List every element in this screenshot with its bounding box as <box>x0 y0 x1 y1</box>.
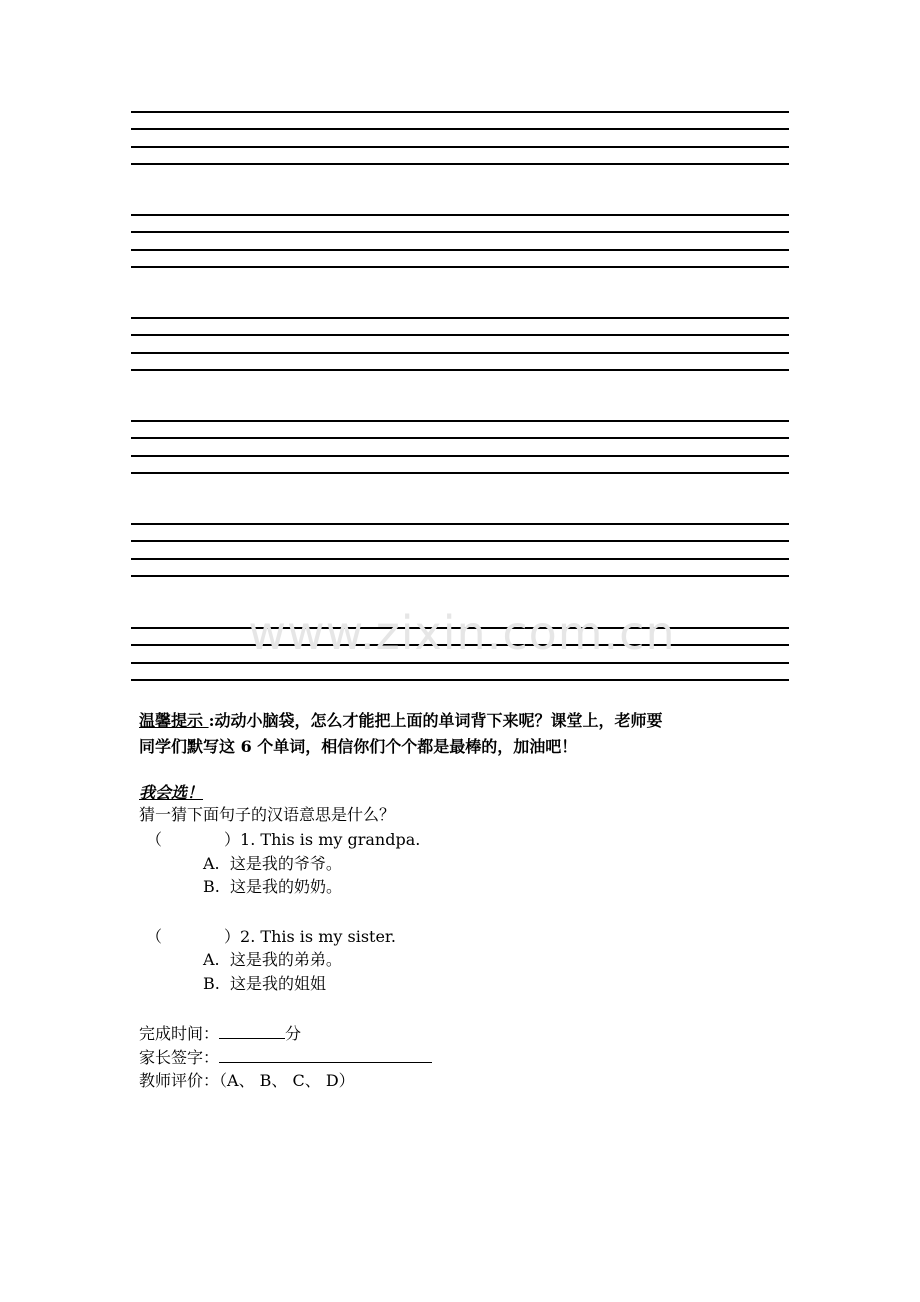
teacher-label: 教师评价： <box>139 1071 220 1090</box>
question-2 <box>146 926 396 948</box>
answer-close-paren: ） <box>224 830 241 849</box>
option-a[interactable] <box>203 949 342 971</box>
answer-close-paren: ） <box>224 927 241 946</box>
option-text: 这是我的奶奶。 <box>230 877 343 896</box>
tip-line-2: 同学们默写这 6 个单词，相信你们个个都是最棒的，加油吧！ <box>139 737 578 756</box>
answer-open-paren: （ <box>146 927 163 946</box>
option-key: A. <box>203 950 220 969</box>
option-text: 这是我的爷爷。 <box>229 854 342 873</box>
question-text: This is my sister. <box>260 927 396 946</box>
question-text: This is my grandpa. <box>260 830 421 849</box>
option-key: B. <box>203 877 220 896</box>
option-b[interactable] <box>203 876 342 898</box>
option-key: A. <box>203 854 220 873</box>
option-text: 这是我的姐姐 <box>230 974 327 993</box>
question-1 <box>146 829 420 851</box>
tip-paragraph <box>139 708 779 760</box>
time-unit: 分 <box>285 1024 302 1043</box>
teacher-evaluation <box>139 1070 355 1092</box>
tip-text-1: 动动小脑袋，怎么才能把上面的单词背下来呢？课堂上，老师要 <box>214 711 663 730</box>
parent-label: 家长签字： <box>139 1048 220 1067</box>
answer-open-paren: （ <box>146 830 163 849</box>
question-number: 2. <box>240 927 256 946</box>
parent-signature <box>139 1046 432 1069</box>
time-blank[interactable] <box>219 1022 285 1039</box>
teacher-grades[interactable]: （A、 B、 C、 D） <box>219 1071 355 1090</box>
tip-colon: : <box>208 711 215 730</box>
time-label: 完成时间： <box>139 1024 220 1043</box>
tip-label: 温馨提示 <box>139 711 209 730</box>
section-instruction: 猜一猜下面句子的汉语意思是什么？ <box>139 805 396 824</box>
section-title: 我会选！ <box>139 783 204 802</box>
option-a[interactable] <box>203 853 342 875</box>
option-b[interactable] <box>203 973 326 995</box>
completion-time <box>139 1022 301 1045</box>
option-text: 这是我的弟弟。 <box>229 950 342 969</box>
tip-line-1 <box>139 708 779 734</box>
signature-blank[interactable] <box>219 1046 432 1063</box>
option-key: B. <box>203 974 220 993</box>
question-number: 1. <box>240 830 256 849</box>
watermark: www.zixin.com.cn <box>248 606 676 660</box>
